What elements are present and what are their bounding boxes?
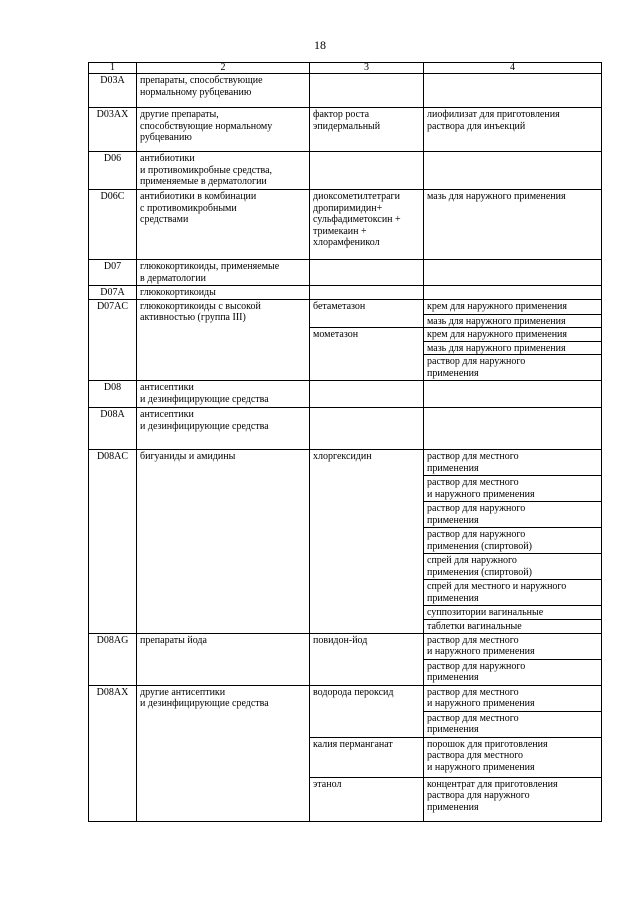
active-substance xyxy=(310,152,424,190)
active-substance: бетаметазон xyxy=(310,299,424,328)
group-name: другие препараты, способствующие нормальному рубцеванию xyxy=(137,108,310,152)
dosage-form: мазь для наружного применения xyxy=(424,190,602,260)
dosage-form: раствор для местного применения xyxy=(424,450,602,476)
dosage-form: мазь для наружного применения xyxy=(424,341,602,355)
dosage-form: концентрат для приготовления раствора для наружного применения xyxy=(424,777,602,821)
table-row xyxy=(89,408,602,450)
table-row xyxy=(89,190,602,260)
dosage-form: мазь для наружного применения xyxy=(424,314,602,328)
active-substance xyxy=(310,74,424,108)
active-substance: повидон-йод xyxy=(310,633,424,685)
table-row xyxy=(89,633,602,659)
group-name: антисептики и дезинфицирующие средства xyxy=(137,408,310,450)
group-name: другие антисептики и дезинфицирующие средства xyxy=(137,685,310,821)
active-substance xyxy=(310,286,424,300)
group-name: глюкокортикоиды xyxy=(137,286,310,300)
atc-code: D03A xyxy=(89,74,137,108)
atc-code: D08A xyxy=(89,408,137,450)
active-substance: водорода пероксид xyxy=(310,685,424,737)
active-substance: хлоргексидин xyxy=(310,450,424,633)
atc-code: D08AC xyxy=(89,450,137,633)
dosage-form xyxy=(424,381,602,408)
dosage-form: лиофилизат для приготовления раствора для инъекций xyxy=(424,108,602,152)
dosage-form: крем для наружного применения xyxy=(424,299,602,314)
column-number-3: 3 xyxy=(310,63,424,74)
table-row xyxy=(89,381,602,408)
table-row xyxy=(89,152,602,190)
dosage-form: раствор для местного применения xyxy=(424,711,602,737)
active-substance: калия перманганат xyxy=(310,737,424,777)
active-substance: этанол xyxy=(310,777,424,821)
dosage-form xyxy=(424,74,602,108)
group-name: антибиотики в комбинации с противомикробными средствами xyxy=(137,190,310,260)
dosage-form xyxy=(424,286,602,300)
active-substance xyxy=(310,381,424,408)
dosage-form: порошок для приготовления раствора для местного и наружного применения xyxy=(424,737,602,777)
column-number-1: 1 xyxy=(89,63,137,74)
dosage-form: раствор для наружного применения (спиртовой) xyxy=(424,528,602,554)
dosage-form xyxy=(424,260,602,286)
group-name: глюкокортикоиды, применяемые в дерматологии xyxy=(137,260,310,286)
atc-code: D08AG xyxy=(89,633,137,685)
table-header-row xyxy=(89,63,602,74)
atc-code: D03AX xyxy=(89,108,137,152)
atc-code: D08 xyxy=(89,381,137,408)
table-row xyxy=(89,286,602,300)
dosage-form: суппозитории вагинальные xyxy=(424,606,602,620)
dosage-form: раствор для наружного применения xyxy=(424,659,602,685)
atc-code: D06 xyxy=(89,152,137,190)
table-row xyxy=(89,74,602,108)
active-substance: диоксометилтетраги дропиримидин+ сульфадиметоксин + тримекаин + хлорамфеникол xyxy=(310,190,424,260)
table-row xyxy=(89,299,602,314)
table-row xyxy=(89,450,602,476)
group-name: препараты, способствующие нормальному рубцеванию xyxy=(137,74,310,108)
table-row xyxy=(89,260,602,286)
dosage-form: крем для наружного применения xyxy=(424,328,602,342)
page-number: 18 xyxy=(314,38,326,52)
dosage-form: раствор для наружного применения xyxy=(424,502,602,528)
atc-code: D06C xyxy=(89,190,137,260)
table-row xyxy=(89,685,602,711)
dosage-form: раствор для местного и наружного применения xyxy=(424,685,602,711)
column-number-2: 2 xyxy=(137,63,310,74)
dosage-form: спрей для наружного применения (спиртовой) xyxy=(424,554,602,580)
group-name: глюкокортикоиды с высокой активностью (группа III) xyxy=(137,299,310,381)
atc-code: D08AX xyxy=(89,685,137,821)
group-name: антибиотики и противомикробные средства, применяемые в дерматологии xyxy=(137,152,310,190)
column-number-4: 4 xyxy=(424,63,602,74)
group-name: бигуаниды и амидины xyxy=(137,450,310,633)
active-substance xyxy=(310,408,424,450)
dosage-form: таблетки вагинальные xyxy=(424,619,602,633)
dosage-form: раствор для местного и наружного применения xyxy=(424,633,602,659)
dosage-form: раствор для местного и наружного применения xyxy=(424,476,602,502)
table-row xyxy=(89,108,602,152)
dosage-form: раствор для наружного применения xyxy=(424,355,602,381)
atc-drug-table xyxy=(88,62,602,822)
atc-code: D07A xyxy=(89,286,137,300)
atc-code: D07AC xyxy=(89,299,137,381)
active-substance: мометазон xyxy=(310,328,424,381)
atc-code: D07 xyxy=(89,260,137,286)
group-name: препараты йода xyxy=(137,633,310,685)
group-name: антисептики и дезинфицирующие средства xyxy=(137,381,310,408)
dosage-form xyxy=(424,152,602,190)
active-substance xyxy=(310,260,424,286)
dosage-form xyxy=(424,408,602,450)
dosage-form: спрей для местного и наружного применения xyxy=(424,580,602,606)
active-substance: фактор роста эпидермальный xyxy=(310,108,424,152)
